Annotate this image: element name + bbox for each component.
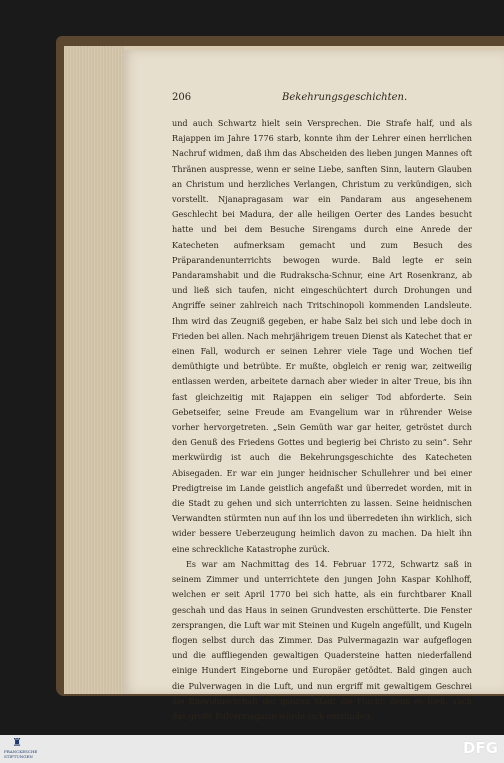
paragraph: und auch Schwartz hielt sein Versprechen. Die Strafe half, und als Rajappen im Jahre 1776 starb, konnte ihm der Lehrer einen herrlichen Nachruf widmen, daß ihm das Abscheiden des lieben jungen Mannes oft Thränen auspresse, wenn er seine Liebe, sanften Sinn, lautern Glauben an Christum und herzliches Verlangen, Christum zu verkündigen, sich vorstellt. Njanapragasam war ein Pandaram aus angesehenem Geschlecht bei Madura, der alle heiligen Oerter des Landes besucht hatte und bei dem Besuche Sirengams durch eine Anrede der Katecheten aufmerksam gemacht und zum Besuch des Präparandenunterrichts bewogen wurde. Bald legte er sein Pandaramshabit und die Rudrakscha-Schnur, eine Art Rosenkranz, ab und ließ sich taufen, nicht eingeschüchtert durch Drohungen und Angriffe seiner zahlreich nach Tritschinopoli kommenden Landsleute. Ihm wird das Zeugniß gegeben, er habe Salz bei sich und lebe doch in Frieden bei allen. Nach mehrjährigem treuen Dienst als Katechet that er einen Fall, wodurch er seinen Lehrer viele Tage und Wochen tief demüthigte und betrübte. Er mußte, obgleich er renig war, zeitweilig entlassen werden, arbeitete darnach aber wieder in alter Treue, bis ihn fast gleichzeitig mit Rajappen ein seliger Tod abforderte. Sein Gebetseifer, seine Freude am Evangelium war in rührender Weise vorher hervorgetreten. „Sein Gemüth war gar heiter, getröstet durch den Genuß des Friedens Gottes und begierig bei Christo zu sein“. Sehr merkwürdig ist auch die Bekehrungsgeschichte des Katecheten Abisegaden. Er war ein junger heidnischer Schullehrer und bei einer Predigtreise im Lande geistlich angefaßt und überredet worden, mit in die Stadt zu gehen und sich unterrichten zu lassen. Seine heidnischen Verwandten stürmten nun auf ihn los und überredeten ihn wirklich, sich wider bessere Ueberzeugung heimlich davon zu machen. Da hielt ihn eine schreckliche Katastrophe zurück.	[172, 118, 472, 554]
page-number: 206	[172, 92, 192, 103]
viewer-footer	[0, 735, 504, 763]
body-text	[172, 116, 472, 724]
orphanage-emblem-icon: ♜	[12, 736, 22, 749]
library-logo-text: FRANCKESCHE STIFTUNGEN	[4, 749, 38, 759]
running-title: Bekehrungsgeschichten.	[282, 92, 408, 103]
page-header	[172, 92, 472, 106]
page-edges	[64, 46, 124, 694]
library-logo[interactable]	[4, 736, 38, 761]
dfg-logo[interactable]: DFG	[462, 739, 498, 757]
paragraph: Es war am Nachmittag des 14. Februar 1772, Schwartz saß in seinem Zimmer und unterrichtete den jungen John Kaspar Kohlhoff, welchen er seit April 1770 bei sich hatte, als ein furchtbarer Knall geschah und das Haus in seinen Grundvesten erschütterte. Die Fenster zersprangen, die Luft war mit Steinen und Kugeln angefüllt, und Kugeln flogen selbst durch das Zimmer. Das Pulvermagazin war aufgeflogen und die auffliegenden gewaltigen Quadersteine hatten niederfallend einige Hundert Eingeborne und Europäer getödtet. Bald gingen auch die Pulverwagen in die Luft, und nun ergriff mit gewaltigem Geschrei die Einwohnerschaft der ganzen Stadt die Flucht, denn es hieß, auch das große Pulvermagazin würde sich entzünden.	[172, 558, 472, 721]
